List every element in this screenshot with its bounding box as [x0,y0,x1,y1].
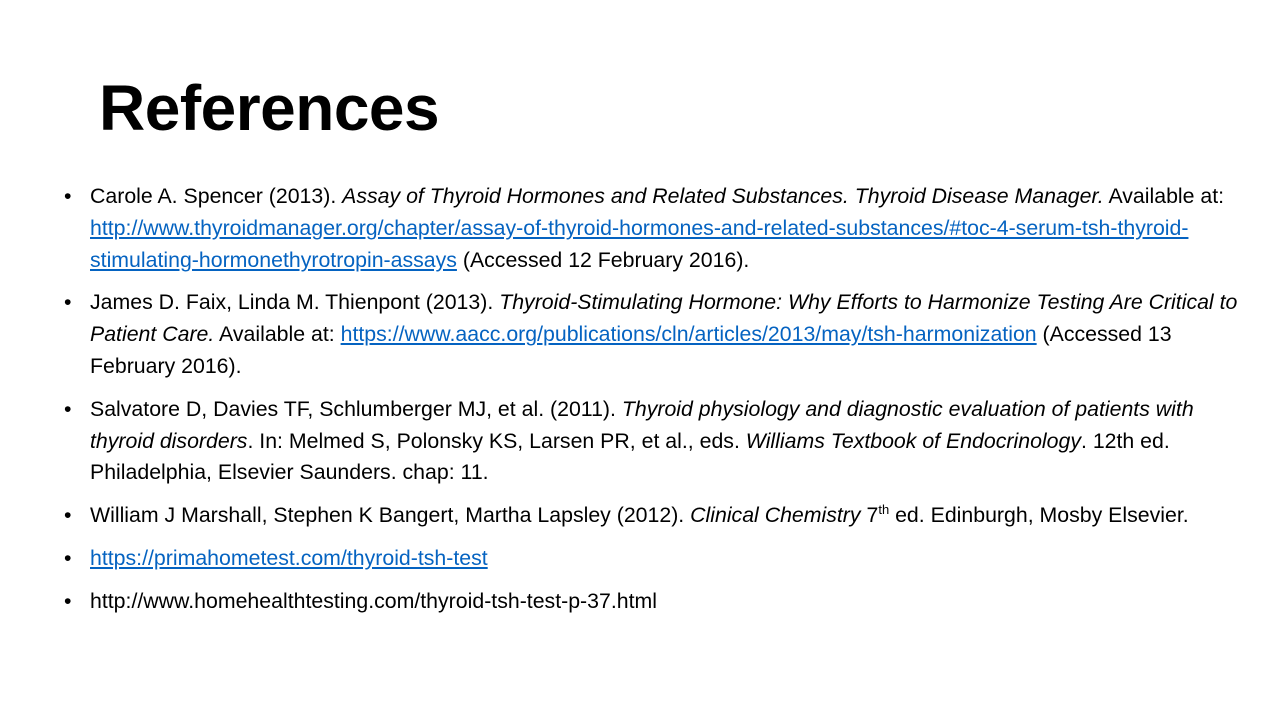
reference-author: William J Marshall, Stephen K Bangert, Martha Lapsley (2012). [90,503,691,528]
reference-book-title: Williams Textbook of Endocrinology [745,428,1081,453]
bullet-icon: • [64,184,72,208]
reference-url-text: http://www.homehealthtesting.com/thyroid-tsh-test-p-37.html [90,588,657,613]
reference-title: Assay of Thyroid Hormones and Related Substances. Thyroid Disease Manager. [342,184,1104,208]
reference-accessed: (Accessed 13 February 2016). [90,322,1172,378]
reference-author: Carole A. Spencer (2013). [90,184,343,208]
reference-item-marshall [64,500,1260,532]
reference-edition-suffix: th [878,502,890,518]
bullet-icon: • [64,545,72,570]
reference-publication: ed. Edinburgh, Mosby Elsevier. [889,503,1189,528]
reference-link[interactable]: https://www.aacc.org/publications/cln/articles/2013/may/tsh-harmonization [340,322,1037,347]
reference-item-faix [64,287,1260,382]
bullet-icon: • [64,588,72,613]
reference-editors: . In: Melmed S, Polonsky KS, Larsen PR, et al., eds. [247,428,746,453]
bullet-icon: • [64,503,72,528]
reference-available-label: Available at: [1103,184,1225,208]
reference-item-salvatore [64,394,1260,489]
reference-author: Salvatore D, Davies TF, Schlumberger MJ, et al. (2011). [90,396,622,421]
reference-available-label: Available at: [214,322,341,347]
reference-link[interactable]: http://www.thyroidmanager.org/chapter/assay-of-thyroid-hormones-and-related-substances/#toc-4-serum-tsh-thyroid-stimulating-hormonethyrotropin-assays [90,215,1189,272]
reference-item-spencer [64,181,1260,276]
page-title: References [99,72,440,144]
references-list [64,181,1260,629]
reference-item-primahometest [64,543,1260,575]
reference-accessed: (Accessed 12 February 2016). [456,247,750,272]
reference-title: Clinical Chemistry [690,503,861,528]
reference-item-homehealthtesting [64,586,1260,618]
reference-publication: . 12th ed. Philadelphia, Elsevier Saunders. chap: 11. [90,428,1170,485]
reference-link[interactable]: https://primahometest.com/thyroid-tsh-test [90,545,488,570]
bullet-icon: • [64,396,72,421]
reference-title: Thyroid-Stimulating Hormone: Why Efforts to Harmonize Testing Are Critical to Patient Care. [90,290,1238,347]
reference-edition: 7 [860,503,879,528]
bullet-icon: • [64,290,72,315]
reference-author: James D. Faix, Linda M. Thienpont (2013). [90,290,500,315]
reference-title: Thyroid physiology and diagnostic evaluation of patients with thyroid disorders [90,396,1194,453]
